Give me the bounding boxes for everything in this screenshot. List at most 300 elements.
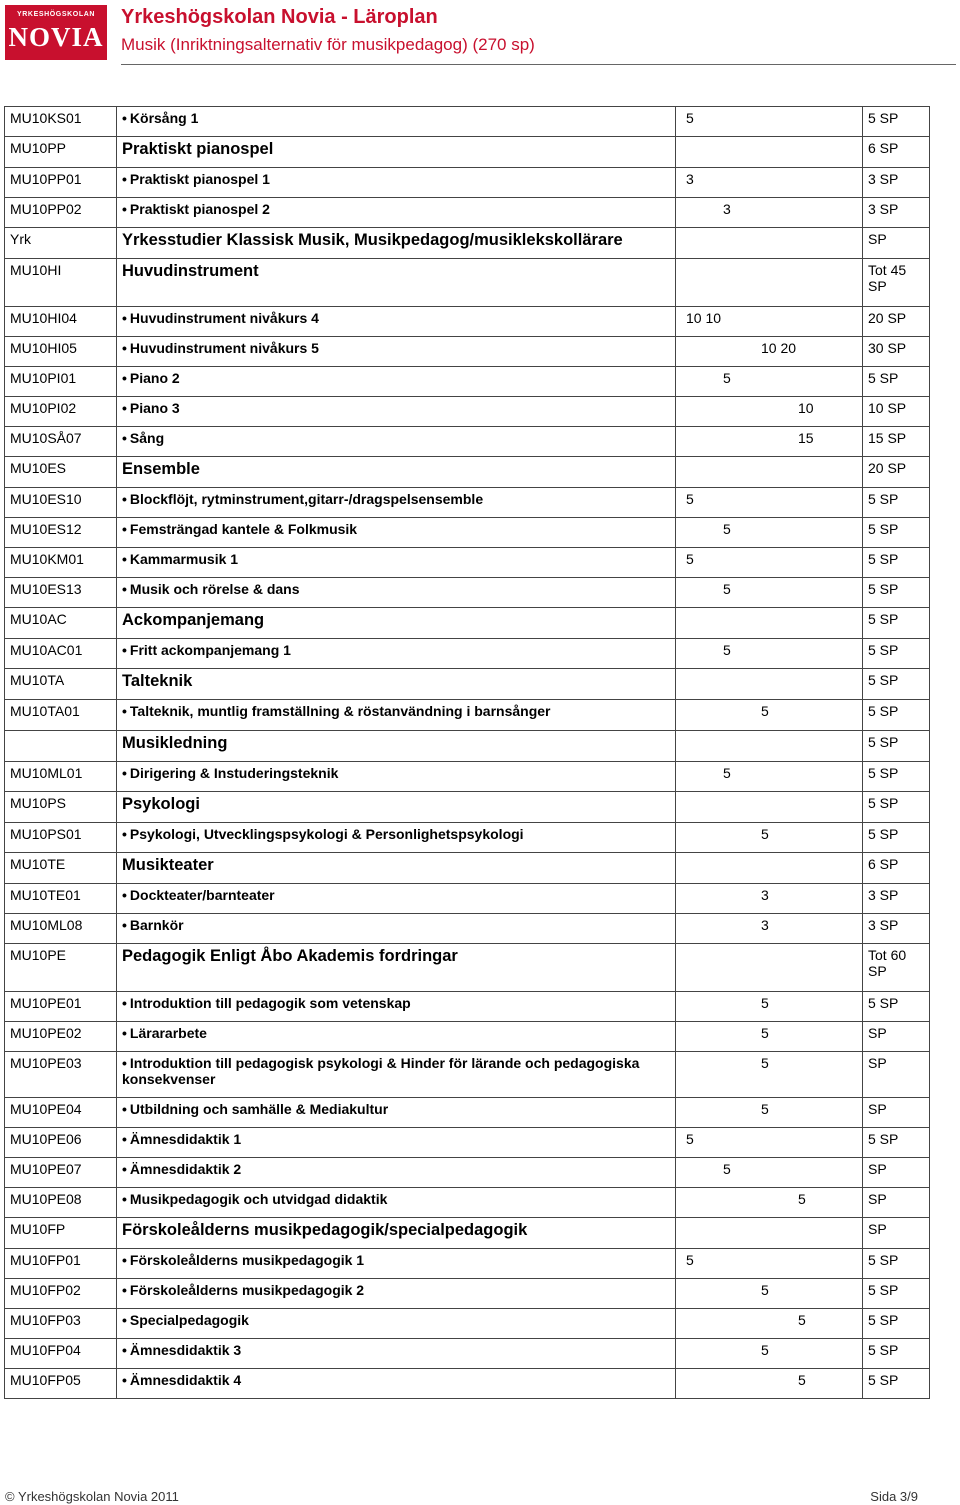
total-credits: 5 SP	[863, 1339, 930, 1369]
total-credits: 20 SP	[863, 457, 930, 488]
total-credits: SP	[863, 1052, 930, 1098]
course-title	[117, 1128, 676, 1158]
course-title	[117, 1369, 676, 1399]
bullet-icon: •	[122, 1312, 127, 1328]
credits-cell	[676, 608, 863, 639]
credits-cell	[676, 367, 863, 397]
credits-cell	[676, 762, 863, 792]
total-credits: SP	[863, 1098, 930, 1128]
course-row	[5, 1279, 930, 1309]
section-title	[117, 457, 676, 488]
course-code: MU10FP02	[5, 1279, 117, 1309]
course-code: MU10PE08	[5, 1188, 117, 1218]
course-title-text: Piano 2	[129, 370, 180, 386]
credits-wrap	[681, 521, 858, 537]
course-title	[117, 168, 676, 198]
bullet-icon: •	[122, 1025, 127, 1041]
course-row	[5, 397, 930, 427]
course-code: MU10HI04	[5, 307, 117, 337]
credits-wrap	[681, 611, 858, 627]
total-credits: 20 SP	[863, 307, 930, 337]
section-row	[5, 228, 930, 259]
credits-value: 5	[761, 1282, 769, 1298]
bullet-icon: •	[122, 1282, 127, 1298]
course-code: MU10PP01	[5, 168, 117, 198]
bullet-icon: •	[122, 765, 127, 781]
course-code: MU10ES	[5, 457, 117, 488]
course-code: MU10PE02	[5, 1022, 117, 1052]
bullet-icon: •	[122, 995, 127, 1011]
course-code: MU10PS01	[5, 823, 117, 853]
total-credits: 5 SP	[863, 639, 930, 669]
course-title	[117, 1158, 676, 1188]
credits-cell	[676, 168, 863, 198]
credits-value: 5	[761, 1055, 769, 1071]
course-code: MU10ML08	[5, 914, 117, 944]
credits-value: 5	[686, 1131, 694, 1147]
course-title-text: Musikpedagogik och utvidgad didaktik	[129, 1191, 388, 1207]
credits-value: 15	[798, 430, 814, 446]
course-title	[117, 307, 676, 337]
section-title	[117, 944, 676, 992]
course-row	[5, 823, 930, 853]
bullet-icon: •	[122, 521, 127, 537]
total-credits: SP	[863, 228, 930, 259]
credits-cell	[676, 307, 863, 337]
credits-value: 5	[723, 521, 731, 537]
total-credits: 15 SP	[863, 427, 930, 457]
course-title	[117, 578, 676, 608]
course-title	[117, 823, 676, 853]
bullet-icon: •	[122, 310, 127, 326]
course-code: MU10PP02	[5, 198, 117, 228]
credits-cell	[676, 1218, 863, 1249]
section-row	[5, 457, 930, 488]
credits-cell	[676, 1309, 863, 1339]
course-title	[117, 1249, 676, 1279]
course-row	[5, 337, 930, 367]
total-credits: SP	[863, 1188, 930, 1218]
credits-wrap	[681, 826, 858, 842]
total-credits: 5 SP	[863, 107, 930, 137]
credits-cell	[676, 228, 863, 259]
bullet-icon: •	[122, 1055, 127, 1071]
credits-wrap	[681, 1372, 858, 1388]
section-row	[5, 259, 930, 307]
course-title-text: Specialpedagogik	[129, 1312, 249, 1328]
section-row	[5, 608, 930, 639]
course-row	[5, 1158, 930, 1188]
credits-wrap	[681, 340, 858, 356]
total-credits: 5 SP	[863, 1249, 930, 1279]
course-row	[5, 548, 930, 578]
course-title-text: Sång	[129, 430, 165, 446]
total-credits: 5 SP	[863, 518, 930, 548]
course-title	[117, 1188, 676, 1218]
course-row	[5, 884, 930, 914]
credits-wrap	[681, 734, 858, 750]
total-credits: SP	[863, 1218, 930, 1249]
credits-wrap	[681, 581, 858, 597]
credits-value: 3	[686, 171, 694, 187]
page-subtitle: Musik (Inriktningsalternativ för musikpedagog) (270 sp)	[121, 35, 535, 54]
curriculum-table	[4, 106, 930, 1399]
total-credits: 3 SP	[863, 168, 930, 198]
total-credits: 5 SP	[863, 488, 930, 518]
section-title	[117, 259, 676, 307]
total-credits: 6 SP	[863, 137, 930, 168]
course-title	[117, 1022, 676, 1052]
course-title-text: Praktiskt pianospel 1	[129, 171, 270, 187]
bullet-icon: •	[122, 887, 127, 903]
credits-cell	[676, 1022, 863, 1052]
credits-value: 5	[723, 1161, 731, 1177]
course-row	[5, 700, 930, 731]
course-row	[5, 518, 930, 548]
section-title	[117, 792, 676, 823]
credits-cell	[676, 823, 863, 853]
course-title-text: Talteknik	[122, 672, 193, 690]
credits-cell	[676, 944, 863, 992]
novia-logo	[5, 5, 107, 60]
credits-cell	[676, 578, 863, 608]
section-title	[117, 669, 676, 700]
total-credits: 5 SP	[863, 823, 930, 853]
section-row	[5, 792, 930, 823]
total-credits: SP	[863, 1158, 930, 1188]
course-code: MU10PE03	[5, 1052, 117, 1098]
course-code: MU10FP04	[5, 1339, 117, 1369]
total-credits: 5 SP	[863, 1309, 930, 1339]
total-credits: 5 SP	[863, 578, 930, 608]
credits-cell	[676, 1128, 863, 1158]
bullet-icon: •	[122, 1131, 127, 1147]
course-title	[117, 1339, 676, 1369]
course-title	[117, 548, 676, 578]
bullet-icon: •	[122, 491, 127, 507]
credits-wrap	[681, 887, 858, 903]
course-code: MU10PE06	[5, 1128, 117, 1158]
credits-cell	[676, 731, 863, 762]
total-credits: 3 SP	[863, 914, 930, 944]
credits-wrap	[681, 1252, 858, 1268]
course-title	[117, 488, 676, 518]
credits-wrap	[681, 430, 858, 446]
course-row	[5, 1128, 930, 1158]
course-code: Yrk	[5, 228, 117, 259]
credits-wrap	[681, 262, 858, 278]
course-title-text: Femsträngad kantele & Folkmusik	[129, 521, 358, 537]
credits-cell	[676, 1098, 863, 1128]
course-row	[5, 168, 930, 198]
course-row	[5, 914, 930, 944]
course-title-text: Dirigering & Instuderingsteknik	[129, 765, 339, 781]
course-row	[5, 198, 930, 228]
course-code: MU10FP05	[5, 1369, 117, 1399]
credits-cell	[676, 107, 863, 137]
course-title	[117, 337, 676, 367]
credits-cell	[676, 457, 863, 488]
credits-value: 5	[798, 1191, 806, 1207]
course-code: MU10ES13	[5, 578, 117, 608]
course-code: MU10TA01	[5, 700, 117, 731]
course-title-text: Praktiskt pianospel	[122, 140, 274, 158]
credits-value: 3	[761, 917, 769, 933]
course-title	[117, 518, 676, 548]
total-credits: 5 SP	[863, 731, 930, 762]
credits-wrap	[681, 1312, 858, 1328]
credits-value: 5	[761, 703, 769, 719]
credits-wrap	[681, 1342, 858, 1358]
bullet-icon: •	[122, 917, 127, 933]
course-title-text: Introduktion till pedagogik som vetenskap	[129, 995, 411, 1011]
credits-value: 10	[798, 400, 814, 416]
credits-cell	[676, 1188, 863, 1218]
credits-value: 5	[723, 765, 731, 781]
credits-cell	[676, 518, 863, 548]
credits-value: 5	[761, 1342, 769, 1358]
credits-cell	[676, 884, 863, 914]
total-credits: 5 SP	[863, 792, 930, 823]
course-title	[117, 992, 676, 1022]
credits-wrap	[681, 672, 858, 688]
credits-cell	[676, 992, 863, 1022]
section-title	[117, 1218, 676, 1249]
course-row	[5, 307, 930, 337]
credits-wrap	[681, 370, 858, 386]
credits-value: 5	[761, 826, 769, 842]
credits-cell	[676, 397, 863, 427]
course-title-text: Introduktion till pedagogisk psykologi & Hinder för lärande och pedagogiska konsekvenser	[122, 1055, 640, 1087]
bullet-icon: •	[122, 110, 127, 126]
footer-copyright: © Yrkeshögskolan Novia 2011	[5, 1489, 179, 1504]
bullet-icon: •	[122, 1161, 127, 1177]
credits-wrap	[681, 110, 858, 126]
course-code: MU10TA	[5, 669, 117, 700]
credits-value: 3	[761, 887, 769, 903]
course-row	[5, 107, 930, 137]
credits-wrap	[681, 1025, 858, 1041]
section-title	[117, 853, 676, 884]
bullet-icon: •	[122, 1372, 127, 1388]
course-code: MU10KS01	[5, 107, 117, 137]
credits-cell	[676, 1052, 863, 1098]
course-title-text: Huvudinstrument nivåkurs 4	[129, 310, 319, 326]
credits-cell	[676, 1339, 863, 1369]
total-credits: 5 SP	[863, 1128, 930, 1158]
course-title	[117, 914, 676, 944]
credits-wrap	[681, 765, 858, 781]
course-title	[117, 367, 676, 397]
course-row	[5, 367, 930, 397]
course-row	[5, 1098, 930, 1128]
course-title-text: Ämnesdidaktik 3	[129, 1342, 242, 1358]
course-code: MU10TE01	[5, 884, 117, 914]
course-title	[117, 1309, 676, 1339]
credits-wrap	[681, 551, 858, 567]
section-row	[5, 1218, 930, 1249]
credits-value: 5	[798, 1312, 806, 1328]
course-title	[117, 1052, 676, 1098]
credits-wrap	[681, 310, 858, 326]
credits-cell	[676, 1369, 863, 1399]
credits-wrap	[681, 1101, 858, 1117]
credits-wrap	[681, 1161, 858, 1177]
total-credits: 30 SP	[863, 337, 930, 367]
course-title-text: Ensemble	[122, 460, 200, 478]
page-header	[0, 0, 960, 66]
total-credits: 5 SP	[863, 1279, 930, 1309]
page-title: Yrkeshögskolan Novia - Läroplan	[121, 6, 438, 28]
course-title	[117, 700, 676, 731]
header-divider	[121, 64, 956, 65]
course-code: MU10PE01	[5, 992, 117, 1022]
course-code: MU10FP03	[5, 1309, 117, 1339]
course-row	[5, 1249, 930, 1279]
credits-wrap	[681, 400, 858, 416]
section-row	[5, 669, 930, 700]
total-credits: 3 SP	[863, 884, 930, 914]
course-title-text: Kammarmusik 1	[129, 551, 239, 567]
course-row	[5, 1052, 930, 1098]
credits-wrap	[681, 917, 858, 933]
course-code: MU10PI01	[5, 367, 117, 397]
total-credits: 5 SP	[863, 700, 930, 731]
credits-value: 10 20	[761, 340, 797, 356]
course-title-text: Huvudinstrument nivåkurs 5	[129, 340, 319, 356]
credits-wrap	[681, 1055, 858, 1071]
credits-cell	[676, 427, 863, 457]
total-credits: 5 SP	[863, 1369, 930, 1399]
logo-top-text: YRKESHÖGSKOLAN	[16, 11, 96, 18]
bullet-icon: •	[122, 340, 127, 356]
credits-wrap	[681, 642, 858, 658]
course-code: MU10AC01	[5, 639, 117, 669]
credits-value: 5	[761, 1101, 769, 1117]
course-title	[117, 884, 676, 914]
course-code: MU10PE	[5, 944, 117, 992]
course-code: MU10ES12	[5, 518, 117, 548]
course-title-text: Ämnesdidaktik 4	[129, 1372, 242, 1388]
credits-value: 5	[798, 1372, 806, 1388]
credits-wrap	[681, 995, 858, 1011]
credits-cell	[676, 1158, 863, 1188]
credits-wrap	[681, 795, 858, 811]
course-title-text: Dockteater/barnteater	[129, 887, 275, 903]
course-code: MU10AC	[5, 608, 117, 639]
course-title-text: Talteknik, muntlig framställning & röstanvändning i barnsånger	[129, 703, 551, 719]
course-code: MU10PS	[5, 792, 117, 823]
course-title-text: Förskoleålderns musikpedagogik 2	[129, 1282, 365, 1298]
section-title	[117, 608, 676, 639]
bullet-icon: •	[122, 1252, 127, 1268]
course-code: MU10ES10	[5, 488, 117, 518]
course-code: MU10FP	[5, 1218, 117, 1249]
credits-value: 5	[723, 581, 731, 597]
total-credits: 5 SP	[863, 669, 930, 700]
credits-value: 10 10	[686, 310, 722, 326]
bullet-icon: •	[122, 430, 127, 446]
course-title-text: Körsång 1	[129, 110, 199, 126]
course-title	[117, 427, 676, 457]
bullet-icon: •	[122, 551, 127, 567]
credits-cell	[676, 792, 863, 823]
course-title	[117, 397, 676, 427]
credits-cell	[676, 669, 863, 700]
total-credits: 3 SP	[863, 198, 930, 228]
course-title-text: Piano 3	[129, 400, 180, 416]
credits-cell	[676, 259, 863, 307]
credits-cell	[676, 337, 863, 367]
total-credits: Tot 45 SP	[863, 259, 930, 307]
course-code: MU10HI05	[5, 337, 117, 367]
course-title-text: Musikledning	[122, 734, 228, 752]
section-row	[5, 137, 930, 168]
course-row	[5, 488, 930, 518]
course-title-text: Ämnesdidaktik 2	[129, 1161, 242, 1177]
credits-wrap	[681, 140, 858, 156]
bullet-icon: •	[122, 400, 127, 416]
course-title-text: Barnkör	[129, 917, 184, 933]
total-credits: 10 SP	[863, 397, 930, 427]
credits-wrap	[681, 1282, 858, 1298]
credits-cell	[676, 548, 863, 578]
bullet-icon: •	[122, 826, 127, 842]
course-title	[117, 639, 676, 669]
credits-value: 5	[761, 1025, 769, 1041]
total-credits: 5 SP	[863, 608, 930, 639]
credits-value: 5	[686, 110, 694, 126]
course-row	[5, 1369, 930, 1399]
course-row	[5, 992, 930, 1022]
course-code: MU10HI	[5, 259, 117, 307]
section-row	[5, 853, 930, 884]
course-title-text: Musik och rörelse & dans	[129, 581, 300, 597]
credits-cell	[676, 853, 863, 884]
course-title-text: Yrkesstudier Klassisk Musik, Musikpedagog/musiklekskollärare	[122, 231, 623, 249]
total-credits: 5 SP	[863, 762, 930, 792]
curriculum-table-body	[5, 107, 930, 1399]
credits-cell	[676, 137, 863, 168]
course-title-text: Ämnesdidaktik 1	[129, 1131, 242, 1147]
credits-value: 5	[723, 370, 731, 386]
course-title	[117, 107, 676, 137]
credits-cell	[676, 488, 863, 518]
credits-wrap	[681, 231, 858, 247]
section-row	[5, 731, 930, 762]
course-title-text: Ackompanjemang	[122, 611, 265, 629]
course-code: MU10PE07	[5, 1158, 117, 1188]
section-title	[117, 228, 676, 259]
credits-cell	[676, 1279, 863, 1309]
credits-cell	[676, 1249, 863, 1279]
total-credits: 5 SP	[863, 992, 930, 1022]
credits-value: 5	[686, 1252, 694, 1268]
course-title-text: Psykologi	[122, 795, 200, 813]
course-code: MU10PE04	[5, 1098, 117, 1128]
credits-wrap	[681, 491, 858, 507]
credits-wrap	[681, 1191, 858, 1207]
credits-wrap	[681, 703, 858, 719]
course-code	[5, 731, 117, 762]
course-code: MU10KM01	[5, 548, 117, 578]
section-title	[117, 137, 676, 168]
course-title	[117, 762, 676, 792]
course-title	[117, 1098, 676, 1128]
course-code: MU10PI02	[5, 397, 117, 427]
credits-wrap	[681, 171, 858, 187]
course-title-text: Lärararbete	[129, 1025, 207, 1041]
